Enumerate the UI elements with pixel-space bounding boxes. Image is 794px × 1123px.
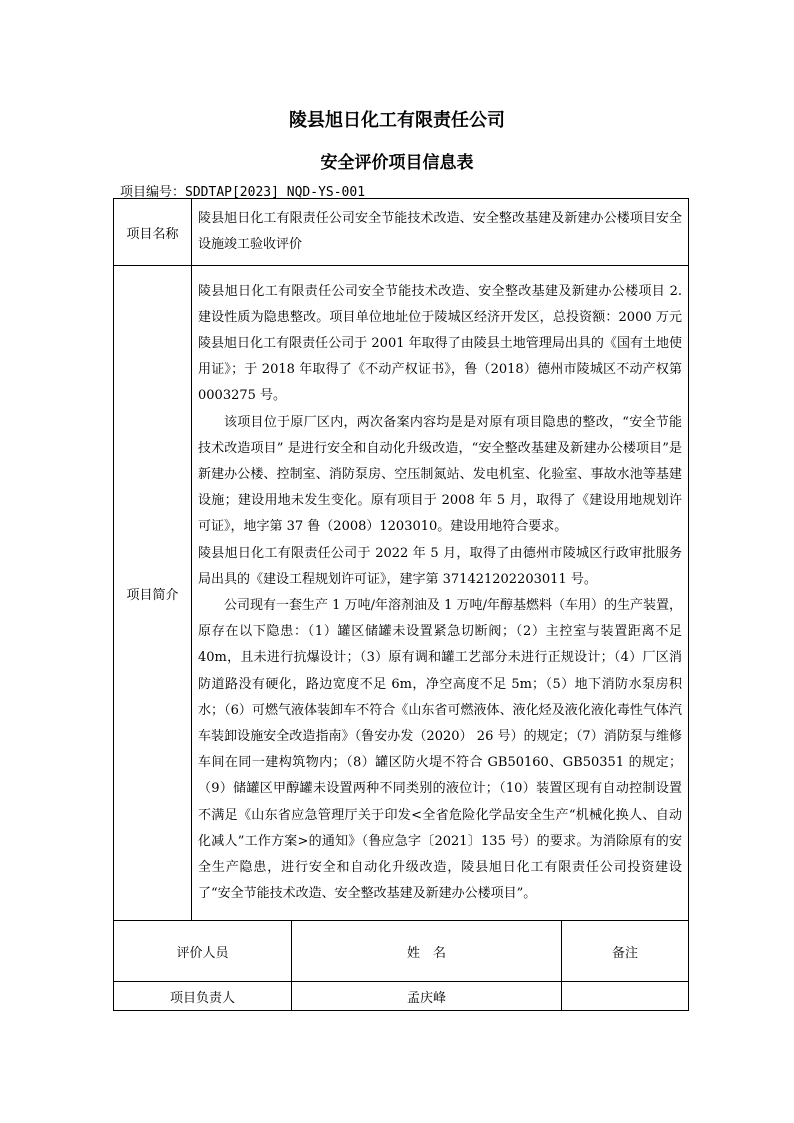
project-number-label: 项目编号： [120, 185, 186, 200]
staff-header: 评价人员 [114, 921, 292, 982]
leader-role: 项目负责人 [114, 982, 292, 1011]
intro-paragraph: 该项目位于原厂区内，两次备案内容均是是对原有项目隐患的整改，“安全节能技术改造项目” 是进行安全和自动化升级改造，“安全整改基建及新建办公楼项目”是新建办公楼、控制室、消防泵房、空压制氮站、发电机室、化验室、事故水池等基建设施；建设用地未发生变化。原有项目于 2008 年 5 月，取得了《建设用地规划许可证》，地字第 37 鲁（2008）1203010。建设用地符合要求。 [198, 414, 683, 535]
remark-header: 备注 [562, 921, 689, 982]
form-title: 安全评价项目信息表 [320, 153, 474, 173]
table-row [114, 921, 689, 982]
intro-paragraph: 陵县旭日化工有限责任公司安全节能技术改造、安全整改基建及新建办公楼项目 2.建设性质为隐患整改。项目单位地址位于陵城区经济开发区，总投资额：2000 万元陵县旭日化工有限责任公司于 2001 年取得了由陵县土地管理局出具的《国有土地使用证》；于 2018 年取得了《不动产权证书》，鲁（2018）德州市陵城区不动产权第 0003275 号。 [198, 283, 683, 404]
table-row [114, 266, 689, 921]
leader-remark [562, 982, 689, 1011]
staff-name-header: 姓 名 [292, 921, 562, 982]
intro-paragraph: 公司现有一套生产 1 万吨/年溶剂油及 1 万吨/年醇基燃料（车用）的生产装置，原存在以下隐患：（1）罐区储罐未设置紧急切断阀；（2）主控室与装置距离不足 40m，且未进行抗爆设计；（3）原有调和罐工艺部分未进行正规设计；（4）厂区消防道路没有硬化，路边宽度不足 6m，净空高度不足 5m；（5）地下消防水泵房积水；（6）可燃气液体装卸车不符合《山东省可燃液体、液化烃及液化液化毒性气体汽车装卸设施安全改造指南》（鲁安办发（2020） 26 号）的规定；（7）消防泵与维修车间在同一建构筑物内；（8）罐区防火堤不符合 GB50160、GB50351 的规定；（9）储罐区甲醇罐未设置两种不同类别的液位计；（10）装置区现有自动控制设置不满足《山东省应急管理厅关于印发<全省危险化学品安全生产“机械化换人、自动化减人”工作方案>的通知》（鲁应急字〔2021〕135 号）的要求。为消除原有的安全生产隐患，进行安全和自动化升级改造，陵县旭日化工有限责任公司投资建设了“安全节能技术改造、安全整改基建及新建办公楼项目”。 [198, 598, 683, 902]
intro-paragraph: 陵县旭日化工有限责任公司于 2022 年 5 月，取得了由德州市陵城区行政审批服务局出具的《建设工程规划许可证》，建字第 371421202203011 号。 [198, 545, 683, 587]
project-number-value: SDDTAP[2023] NQD-YS-001 [185, 185, 366, 200]
project-name-value: 陵县旭日化工有限责任公司安全节能技术改造、安全整改基建及新建办公楼项目安全设施竣工验收评价 [192, 199, 689, 266]
project-name-label: 项目名称 [114, 199, 192, 266]
project-intro-value [192, 266, 689, 921]
leader-name: 孟庆峰 [292, 982, 562, 1011]
table-row [114, 199, 689, 266]
table-row [114, 982, 689, 1011]
project-intro-label: 项目简介 [114, 266, 192, 921]
info-table [113, 198, 689, 1011]
company-title: 陵县旭日化工有限责任公司 [289, 110, 505, 131]
